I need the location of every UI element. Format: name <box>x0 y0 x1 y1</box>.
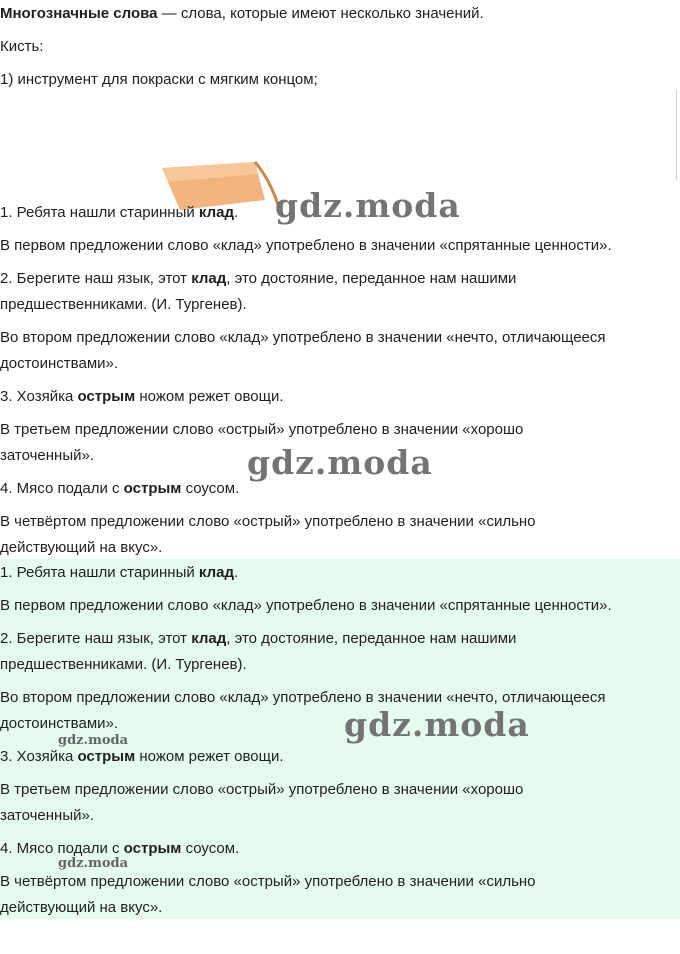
explanation-3-line-2-highlighted: заточенный». <box>0 807 94 824</box>
sentence-2-end: , это достояние, переданное нам нашими <box>226 630 517 647</box>
explanation-2-line-1: Во втором предложении слово «клад» употреблено в значении «нечто, отличающееся <box>0 329 606 346</box>
sentence-3-end: ножом режет овощи. <box>135 748 284 765</box>
sentence-4-end: соусом. <box>181 480 240 497</box>
watermark-logo: gdz.moda <box>344 705 530 744</box>
explanation-4-line-2-highlighted: действующий на вкус». <box>0 899 163 916</box>
intro-word: Кисть: <box>0 38 44 55</box>
watermark-logo-small: gdz.moda <box>58 733 129 748</box>
sentence-4-text: 4. Мясо подали с <box>0 840 124 857</box>
sentence-2-line-2: предшественниками. (И. Тургенев). <box>0 296 247 313</box>
sentence-2-keyword: клад <box>191 270 227 287</box>
explanation-2-line-1-highlighted: Во втором предложении слово «клад» употреблено в значении «нечто, отличающееся <box>0 689 606 706</box>
sentence-1-highlighted <box>0 560 238 586</box>
sentence-3-highlighted <box>0 744 284 770</box>
sentence-1 <box>0 200 238 226</box>
intro-meaning-1: 1) инструмент для покраски с мягким концом; <box>0 71 318 88</box>
sentence-4 <box>0 476 239 502</box>
intro-definition-text: — слова, которые имеют несколько значений. <box>157 5 484 22</box>
watermark-logo: gdz.moda <box>275 186 461 225</box>
explanation-2-line-2-highlighted: достоинствами». <box>0 715 119 732</box>
intro-definition <box>0 1 484 27</box>
explanation-2-line-2: достоинствами». <box>0 355 119 372</box>
explanation-3-line-1: В третьем предложении слово «острый» употреблено в значении «хорошо <box>0 421 524 438</box>
sentence-2-keyword: клад <box>191 630 227 647</box>
sentence-3 <box>0 384 284 410</box>
sentence-2-end: , это достояние, переданное нам нашими <box>226 270 517 287</box>
sentence-3-keyword: острым <box>77 388 136 405</box>
sentence-3-end: ножом режет овощи. <box>135 388 284 405</box>
sentence-1-end: . <box>234 204 239 221</box>
sentence-4-keyword: острым <box>123 840 182 857</box>
intro-term: Многозначные слова <box>0 5 158 22</box>
sentence-4-keyword: острым <box>123 480 182 497</box>
sentence-2-highlighted <box>0 626 516 652</box>
sentence-2-line-2-highlighted: предшественниками. (И. Тургенев). <box>0 656 247 673</box>
explanation-3-line-2: заточенный». <box>0 447 94 464</box>
sentence-2 <box>0 266 516 292</box>
sentence-4-end: соусом. <box>181 840 240 857</box>
explanation-3-line-1-highlighted: В третьем предложении слово «острый» употреблено в значении «хорошо <box>0 781 524 798</box>
divider <box>676 90 677 180</box>
sentence-1-keyword: клад <box>198 564 235 581</box>
watermark-logo: gdz.moda <box>247 443 433 482</box>
sentence-2-text: 2. Берегите наш язык, этот <box>0 270 192 287</box>
explanation-4-line-1-highlighted: В четвёртом предложении слово «острый» употреблено в значении «сильно <box>0 873 536 890</box>
sentence-3-text: 3. Хозяйка <box>0 388 78 405</box>
sentence-4-text: 4. Мясо подали с <box>0 480 124 497</box>
sentence-2-text: 2. Берегите наш язык, этот <box>0 630 192 647</box>
sentence-1-text: 1. Ребята нашли старинный <box>0 204 199 221</box>
sentence-3-text: 3. Хозяйка <box>0 748 78 765</box>
sentence-3-keyword: острым <box>77 748 136 765</box>
sentence-1-end: . <box>234 564 239 581</box>
sentence-1-keyword: клад <box>198 204 235 221</box>
watermark-logo-small: gdz.moda <box>58 856 129 871</box>
explanation-4-line-2: действующий на вкус». <box>0 539 163 556</box>
explanation-1-highlighted: В первом предложении слово «клад» употреблено в значении «спрятанные ценности». <box>0 597 612 614</box>
explanation-1: В первом предложении слово «клад» употреблено в значении «спрятанные ценности». <box>0 237 612 254</box>
explanation-4-line-1: В четвёртом предложении слово «острый» употреблено в значении «сильно <box>0 513 536 530</box>
sentence-1-text: 1. Ребята нашли старинный <box>0 564 199 581</box>
